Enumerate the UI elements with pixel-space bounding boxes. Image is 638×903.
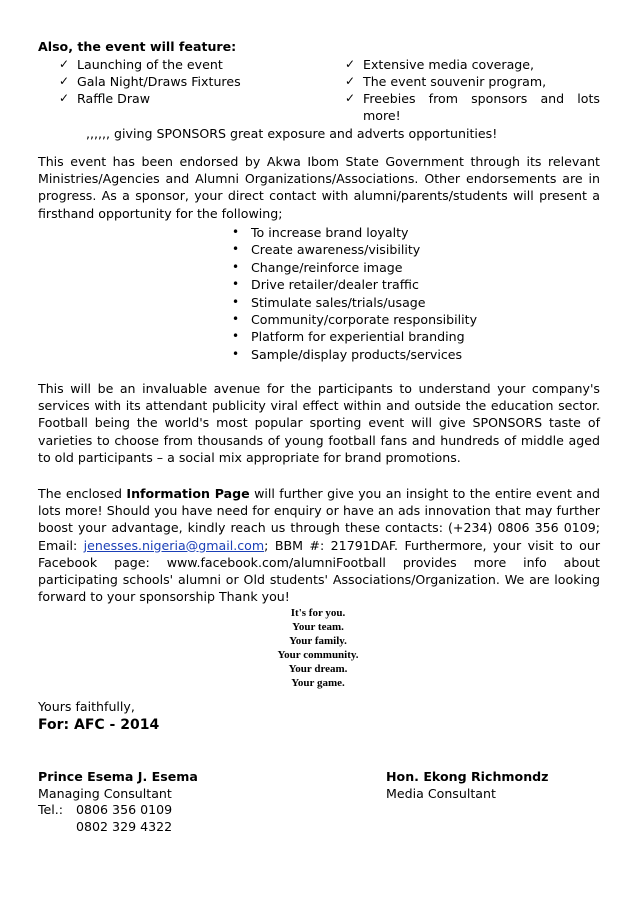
info-text: The enclosed <box>38 486 127 501</box>
benefit-item: • Change/reinforce image <box>251 259 403 276</box>
feature-item: ✓ The event souvenir program, <box>363 73 546 90</box>
motto-line: Your game. <box>291 677 345 689</box>
information-page-label: Information Page <box>126 486 250 501</box>
signatory-title-left: Managing Consultant <box>38 786 172 801</box>
motto-line: Your community. <box>277 649 359 661</box>
motto-block <box>218 606 418 690</box>
motto-line: It's for you. <box>290 607 346 619</box>
benefit-item: • Create awareness/visibility <box>251 241 420 258</box>
motto-line: Your family. <box>289 635 347 647</box>
benefit-item: • Stimulate sales/trials/usage <box>251 294 426 311</box>
phone-number: 0806 356 0109 <box>76 802 173 817</box>
signatory-title-right: Media Consultant <box>386 786 496 801</box>
benefit-item: • Sample/display products/services <box>251 346 462 363</box>
motto-line: Your team. <box>292 621 344 633</box>
phone-number: 0802 329 4322 <box>76 819 173 834</box>
feature-item: ✓ Gala Night/Draws Fixtures <box>77 73 241 90</box>
feature-item: ✓ Freebies from sponsors and lots <box>363 90 600 107</box>
features-heading: Also, the event will feature: <box>38 39 237 54</box>
feature-item-continued: more! <box>363 108 401 123</box>
benefit-item: • Platform for experiential branding <box>251 328 465 345</box>
email-link[interactable]: jenesses.nigeria@gmail.com <box>83 537 265 553</box>
info-text: ; BBM #: 21791DAF. Furthermore, your visit to our Facebook page: www.facebook.com/alumniFootball provides more info about participating schools' alumni or Old students' Associations/Organization. We are looking forward to your sponsorship Thank you! <box>38 537 601 605</box>
feature-item: ✓ Extensive media coverage, <box>363 56 534 73</box>
exposure-line: ,,,,,, giving SPONSORS great exposure and adverts opportunities! <box>86 126 498 141</box>
salutation: Yours faithfully, <box>38 699 135 714</box>
motto-line: Your dream. <box>288 663 348 675</box>
organization-signoff: For: AFC - 2014 <box>38 717 160 733</box>
benefit-item: • Community/corporate responsibility <box>251 311 477 328</box>
tel-label: Tel.: <box>38 802 64 817</box>
signatory-name-right: Hon. Ekong Richmondz <box>386 769 549 784</box>
endorsement-paragraph: This event has been endorsed by Akwa Ibom State Government through its relevant Ministries/Agencies and Alumni Organizations/Associations. Other endorsements are in progress. As a sponsor, your direct contact with alumni/parents/students will present a firsthand opportunity for the following; <box>38 154 600 221</box>
information-paragraph <box>38 485 600 605</box>
avenue-paragraph: This will be an invaluable avenue for the participants to understand your company's services with its attendant publicity viral effect within and outside the education sector. Football being the world's most popular sporting event will give SPONSORS taste of varieties to choose from thousands of young football fans and hundreds of middle aged to old participants – a social mix appropriate for brand promotions. <box>38 381 600 465</box>
benefit-item: • Drive retailer/dealer traffic <box>251 276 419 293</box>
benefit-item: • To increase brand loyalty <box>251 224 408 241</box>
info-text: will further give you an insight to the entire event and lots more! Should you have need for enquiry or have an ads innovation that may further boost your advantage, kindly reach us through these contacts: (+234) 0806 356 0109; Email: <box>38 486 600 553</box>
feature-item: ✓ Raffle Draw <box>77 90 150 107</box>
feature-item: ✓ Launching of the event <box>77 56 223 73</box>
signatory-name-left: Prince Esema J. Esema <box>38 769 198 784</box>
